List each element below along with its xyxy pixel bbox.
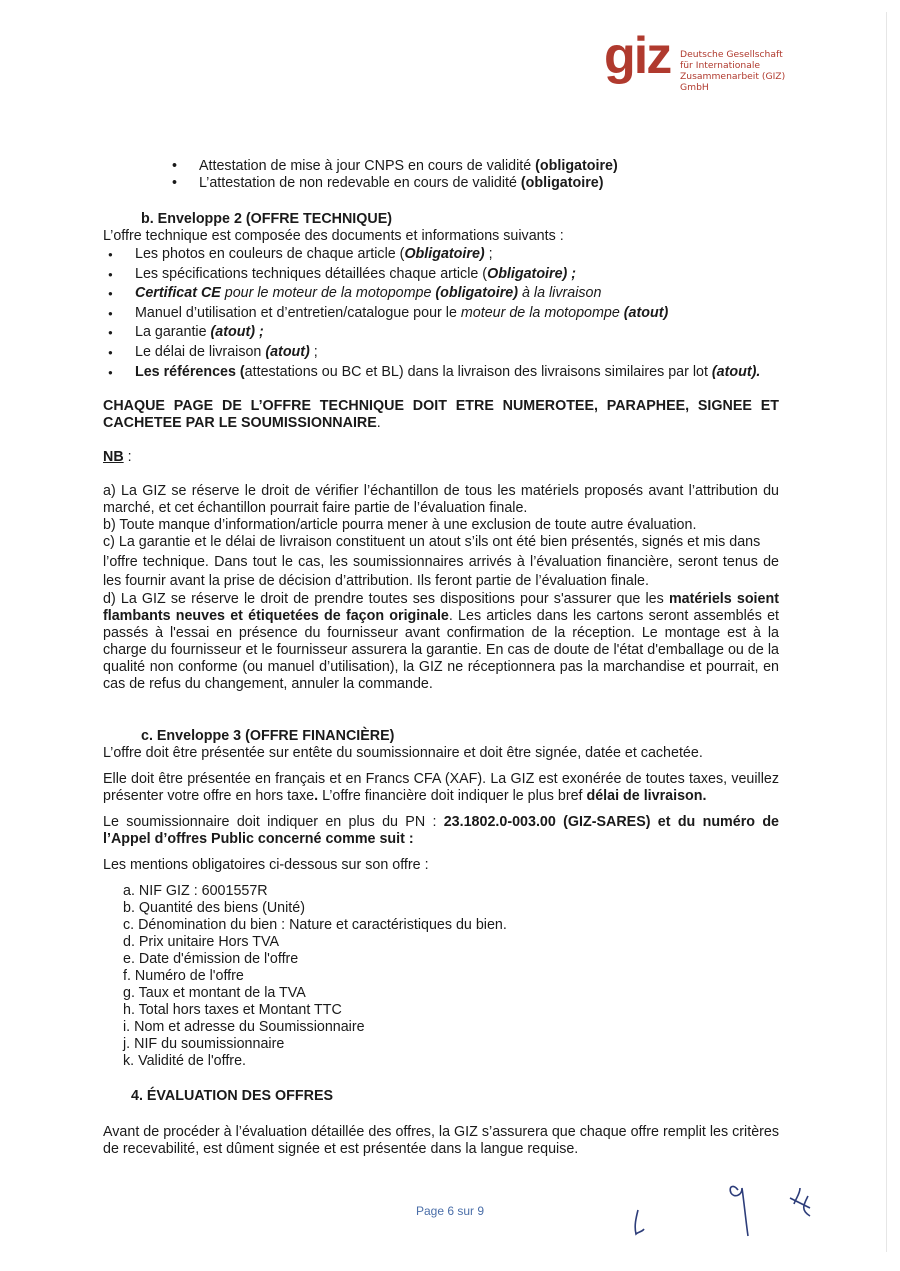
nb-note-a: a) La GIZ se réserve le droit de vérifier l’échantillon de tous les matériels proposés avant l’attribution du marché, et cet échantillon pourrait faire partie de l’évaluation finale. [103, 483, 779, 517]
list-item: h. Total hors taxes et Montant TTC [123, 1002, 342, 1019]
list-item: ● Les références (attestations ou BC et BL) dans la livraison des livraisons similaires par lot (atout). [135, 363, 779, 383]
top-list [103, 158, 779, 192]
env3-p4: Les mentions obligatoires ci-dessous sur son offre : [103, 857, 429, 874]
env2-list [103, 245, 779, 382]
list-item: f. Numéro de l'offre [123, 968, 244, 985]
section-heading-4: 4. ÉVALUATION DES OFFRES [131, 1088, 334, 1105]
nb-note-c2: l’offre technique. Dans tout le cas, les soumissionnaires arrivés à l’évaluation financière, seront tenus de les fournir avant la prise de décision d’attribution. Ils feront partie de l’évaluation finale. [103, 554, 779, 590]
list-item: e. Date d'émission de l'offre [123, 951, 299, 968]
list-item: a. NIF GIZ : 6001557R [123, 883, 268, 900]
caps-notice: CHAQUE PAGE DE L’OFFRE TECHNIQUE DOIT ETRE NUMEROTEE, PARAPHEE, SIGNEE ET CACHETEE PAR LE SOUMISSIONNAIRE. [103, 398, 779, 432]
list-item: j. NIF du soumissionnaire [123, 1036, 285, 1053]
giz-logo-mark: giz [604, 27, 671, 85]
initial-mark-1 [635, 1210, 644, 1234]
document-body [103, 158, 779, 1158]
list-item: • Attestation de mise à jour CNPS en cours de validité (obligatoire) [199, 158, 779, 175]
page-edge [886, 12, 887, 1252]
nb-label: NB : [103, 449, 132, 466]
list-item: i. Nom et adresse du Soumissionnaire [123, 1019, 365, 1036]
section-heading-env3: c. Enveloppe 3 (OFFRE FINANCIÈRE) [141, 728, 395, 745]
nb-notes [103, 483, 779, 693]
env3-p3: Le soumissionnaire doit indiquer en plus du PN : 23.1802.0-003.00 (GIZ-SARES) et du numéro de l’Appel d’offres Public concerné comme suit : [103, 814, 780, 848]
list-item: k. Validité de l'offre. [123, 1053, 246, 1070]
env2-intro: L’offre technique est composée des documents et informations suivants : [103, 228, 564, 244]
list-item: ● Les photos en couleurs de chaque article (Obligatoire) ; [135, 245, 779, 265]
list-item: ● Les spécifications techniques détaillées chaque article (Obligatoire) ; [135, 265, 779, 285]
initial-mark-3 [790, 1188, 810, 1216]
section-heading-env2: b. Enveloppe 2 (OFFRE TECHNIQUE) [141, 211, 393, 227]
nb-note-d: d) La GIZ se réserve le droit de prendre toutes ses dispositions pour s'assurer que les matériels soient flambants neuves et étiquetées de façon originale. Les articles dans les cartons seront assemblés et passés à l'essai en présence du fournisseur avant confirmation de la réception. Le montage est à la charge du fournisseur et le fournisseur assurera la garantie. En cas de doute de l'état d'emballage ou de la qualité non conforme (ou manuel d’utilisation), la GIZ ne réceptionnera pas la marchandise et pourrait, en cas de refus du changement, annuler la commande. [103, 591, 779, 693]
page-footer: Page 6 sur 9 [415, 1204, 485, 1218]
list-item: ● Manuel d’utilisation et d’entretien/catalogue pour le moteur de la motopompe (atout) [135, 304, 779, 324]
sec4-paragraph: Avant de procéder à l’évaluation détaillée des offres, la GIZ s’assurera que chaque offre remplit les critères de recevabilité, est dûment signée et est présentée dans la langue requise. [103, 1124, 779, 1158]
list-item: ● Certificat CE pour le moteur de la motopompe (obligatoire) à la livraison [135, 284, 779, 304]
giz-logo [604, 27, 814, 100]
mentions-list [103, 883, 779, 1070]
nb-note-c1: c) La garantie et le délai de livraison constituent un atout s’ils ont été bien présentés, signés et mis dans [103, 534, 761, 551]
list-item: ● Le délai de livraison (atout) ; [135, 343, 779, 363]
list-item: c. Dénomination du bien : Nature et caractéristiques du bien. [123, 917, 507, 934]
handwritten-initials [628, 1182, 828, 1244]
env3-p2: Elle doit être présentée en français et en Francs CFA (XAF). La GIZ est exonérée de toutes taxes, veuillez présenter votre offre en hors taxe. L’offre financière doit indiquer le plus bref délai de livraison. [103, 771, 779, 805]
list-item: g. Taux et montant de la TVA [123, 985, 306, 1002]
initial-mark-2 [730, 1186, 748, 1236]
giz-logo-text: Deutsche Gesellschaft für Internationale Zusammenarbeit (GIZ) GmbH [680, 49, 786, 93]
env3-p1: L’offre doit être présentée sur entête du soumissionnaire et doit être signée, datée et cachetée. [103, 745, 703, 762]
list-item: d. Prix unitaire Hors TVA [123, 934, 279, 951]
list-item: ● La garantie (atout) ; [135, 323, 779, 343]
nb-note-b: b) Toute manque d’information/article pourra mener à une exclusion de toute autre évaluation. [103, 517, 697, 534]
list-item: b. Quantité des biens (Unité) [123, 900, 305, 917]
list-item: • L’attestation de non redevable en cours de validité (obligatoire) [199, 175, 779, 192]
